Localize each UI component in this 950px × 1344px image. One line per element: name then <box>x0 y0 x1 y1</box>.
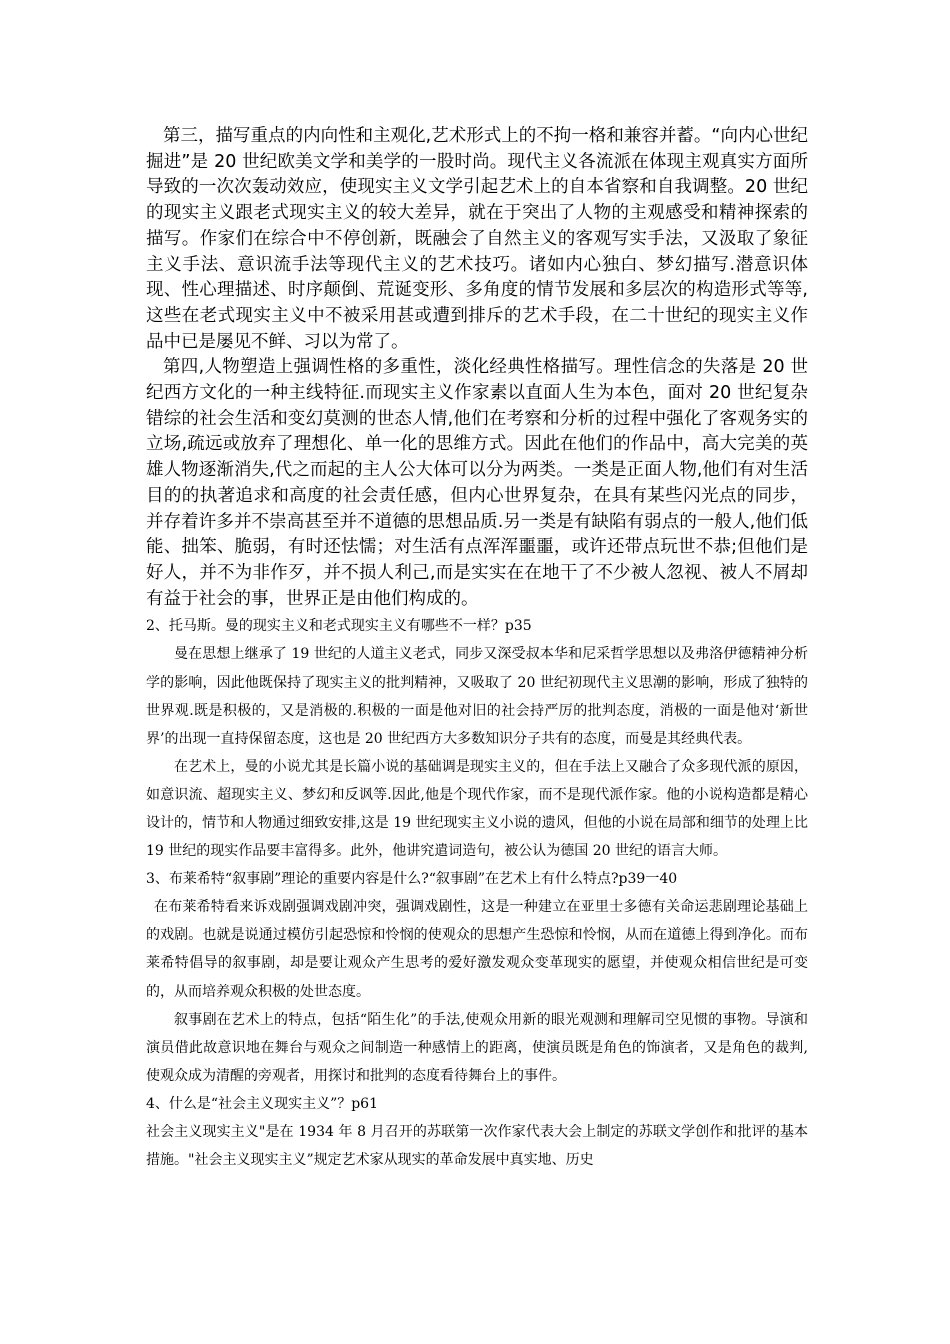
question-4-heading: 4、什么是“社会主义现实主义”？p61 <box>146 1095 378 1112</box>
paragraph-fourth-point: 第四,人物塑造上强调性格的多重性，淡化经典性格描写。理性信念的失落是 20 世纪西方文化的一种主线特征.而现实主义作家素以直面人生为本色，面对 20 世纪复杂错综的社会生活和变幻莫测的世态人情,他们在考察和分析的过程中强化了客观务实的立场,疏远或放弃了理想化、单一化的思维方式。因此在他们的作品中，高大完美的英雄人物逐渐消失,代之而起的主人公大体可以分为两类。一类是正面人物,他们有对生活目的的执著追求和高度的社会责任感，但内心世界复杂，在具有某些闪光点的同步，并存着许多并不崇高甚至并不道德的思想品质.另一类是有缺陷有弱点的一般人,他们低能、拙笨、脆弱，有时还怯懦；对生活有点浑浑噩噩，或许还带点玩世不恭;但他们是好人，并不为非作歹，并不损人利己,而是实实在在地干了不少被人忽视、被人不屑却有益于社会的事，世界正是由他们构成的。 <box>146 357 808 609</box>
question-3-answer-2: 叙事剧在艺术上的特点，包括“陌生化”的手法,使观众用新的眼光观测和理解司空见惯的事物。导演和演员借此故意识地在舞台与观众之间制造一种感情上的距离，使演员既是角色的饰演者，又是角色的裁判,使观众成为清醒的旁观者，用探讨和批判的态度看待舞台上的事件。 <box>146 1011 808 1084</box>
question-2-answer-1: 曼在思想上继承了 19 世纪的人道主义老式，同步又深受叔本华和尼采哲学思想以及弗洛伊德精神分析学的影响，因此他既保持了现实主义的批判精神，又吸取了 20 世纪初现代主义思潮的影响，形成了独特的世界观.既是积极的，又是消极的.积极的一面是他对旧的社会持严厉的批判态度，消极的一面是他对‘新世界’的出现一直持保留态度，这也是 20 世纪西方大多数知识分子共有的态度，而曼是其经典代表。 <box>146 646 808 747</box>
question-3-heading: 3、布莱希特“叙事剧”理论的重要内容是什么?“叙事剧”在艺术上有什么特点?p39一40 <box>146 871 678 888</box>
question-2-answer-2: 在艺术上，曼的小说尤其是长篇小说的基础调是现实主义的，但在手法上又融合了众多现代派的原因，如意识流、超现实主义、梦幻和反讽等.因此,他是个现代作家，而不是现代派作家。他的小说构造都是精心设计的，情节和人物通过细致安排,这是 19 世纪现实主义小说的遗风，但他的小说在局部和细节的处理上比 19 世纪的现实作品要丰富得多。此外，他讲究遣词造句，被公认为德国 20 世纪的语言大师。 <box>146 758 808 860</box>
document-body <box>146 124 808 1174</box>
paragraph-third-point: 第三，描写重点的内向性和主观化,艺术形式上的不拘一格和兼容并蓄。“向内心世纪掘进”是 20 世纪欧美文学和美学的一股时尚。现代主义各流派在体现主观真实方面所导致的一次次轰动效应，使现实主义文学引起艺术上的自本省察和自我调整。20 世纪的现实主义跟老式现实主义的较大差异，就在于突出了人物的主观感受和精神探索的描写。作家们在综合中不停创新，既融会了自然主义的客观写实手法，又汲取了象征主义手法、意识流手法等现代主义的艺术技巧。诸如内心独白、梦幻描写.潜意识体现、性心理描述、时序颠倒、荒诞变形、多角度的情节发展和多层次的构造形式等等,这些在老式现实主义中不被采用甚或遭到排斥的艺术手段，在二十世纪的现实主义作品中已是屡见不鲜、习以为常了。 <box>146 126 808 352</box>
question-3-answer-1: 在布莱希特看来诉戏剧强调戏剧冲突，强调戏剧性，这是一种建立在亚里士多德有关命运悲剧理论基础上的戏剧。也就是说通过模仿引起恐惊和怜悯的使观众的思想产生恐惊和怜悯，从而在道德上得到净化。而布莱希特倡导的叙事剧，却是要让观众产生思考的爱好激发观众变革现实的愿望，并使观众相信世纪是可变的，从而培养观众积极的处世态度。 <box>146 899 808 1000</box>
question-2-heading: 2、托马斯。曼的现实主义和老式现实主义有哪些不一样？p35 <box>146 618 532 635</box>
question-4-answer-1: 社会主义现实主义"是在 1934 年 8 月召开的苏联第一次作家代表大会上制定的苏联文学创作和批评的基本措施。"社会主义现实主义”规定艺术家从现实的革命发展中真实地、历史 <box>146 1124 808 1169</box>
